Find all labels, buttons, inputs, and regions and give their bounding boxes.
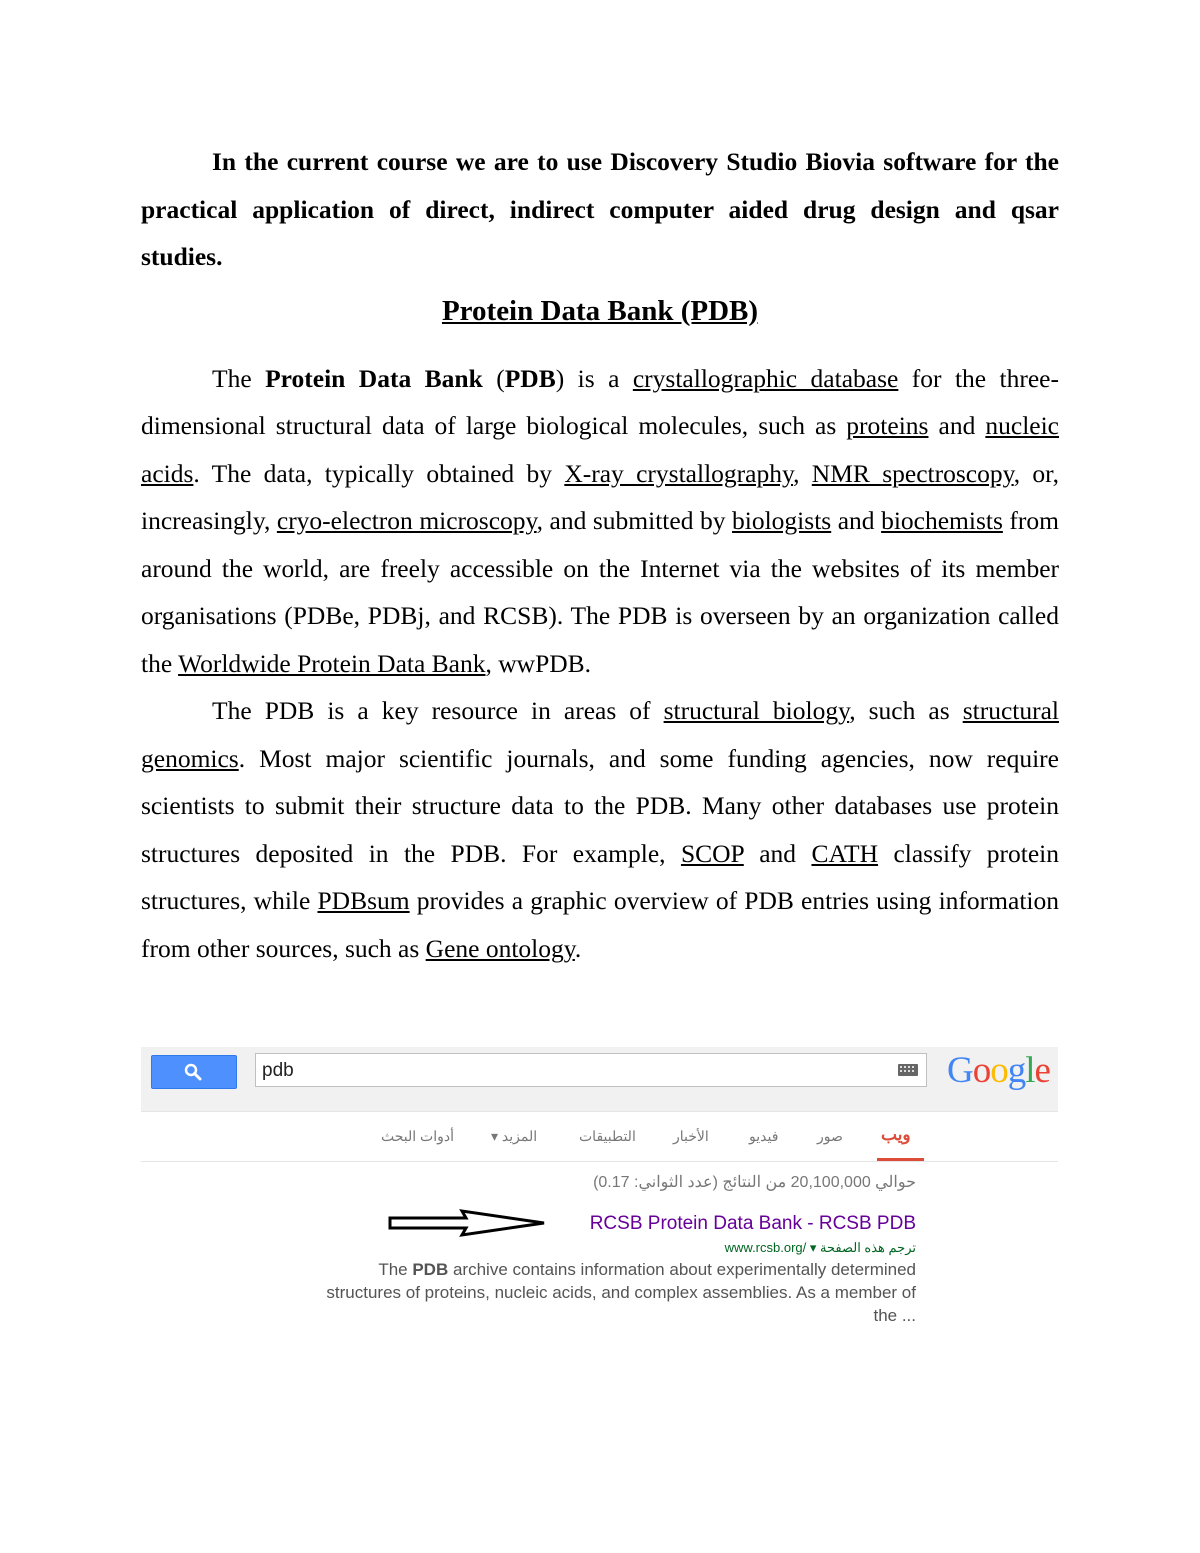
link-x-ray-crystallography[interactable]: X-ray crystallography (564, 458, 794, 488)
search-bar (141, 1047, 1058, 1112)
search-tabs (141, 1111, 1058, 1162)
tab-videos[interactable]: فيديو (749, 1128, 779, 1144)
paragraph-pdb-resource: The PDB is a key resource in areas of structural biology, such as structural genomics. Most major scientific journals, and some funding agencies, now require scientists to submit their structure data to the PDB. Many other databases use protein structures deposited in the PDB. For example, SCOP and CATH classify protein structures, while PDBsum provides a graphic overview of PDB entries using information from other sources, such as Gene ontology. (141, 696, 1060, 963)
link-proteins[interactable]: proteins (846, 411, 929, 440)
section-heading: Protein Data Bank (PDB) (441, 294, 759, 327)
google-search-screenshot (141, 1047, 1058, 1337)
result-title-link[interactable]: RCSB Protein Data Bank - RCSB PDB (589, 1213, 916, 1234)
search-input[interactable] (255, 1053, 927, 1087)
link-worldwide-protein-data-bank[interactable]: Worldwide Protein Data Bank (178, 648, 486, 678)
search-button[interactable] (151, 1055, 237, 1089)
link-nmr-spectroscopy[interactable]: NMR spectroscopy (811, 458, 1014, 488)
tab-search-tools[interactable]: أدوات البحث (381, 1128, 455, 1144)
link-pdbsum[interactable]: PDBsum (317, 886, 410, 915)
intro-paragraph: In the current course we are to use Discovery Studio Biovia software for the practical application of direct, indirect computer aided drug design and qsar studies. (141, 147, 1059, 271)
link-structural-biology[interactable]: structural biology (663, 696, 850, 725)
search-query: pdb (262, 1060, 294, 1081)
tab-more[interactable]: المزيد ▾ (491, 1128, 538, 1144)
search-icon (184, 1063, 202, 1081)
link-biologists[interactable]: biologists (732, 506, 832, 535)
link-crystallographic-database[interactable]: crystallographic database (632, 363, 899, 393)
paragraph-pdb-definition: The Protein Data Bank (PDB) is a crystallographic database for the three-dimensional structural data of large biological molecules, such as proteins and nucleic acids. The data, typically obtained by X-ray crystallography, NMR spectroscopy, or, increasingly, cryo-electron microscopy, and submitted by biologists and biochemists from around the world, are freely accessible on the Internet via the websites of its member organisations (PDBe, PDBj, and RCSB). The PDB is overseen by an organization called the Worldwide Protein Data Bank, wwPDB. (141, 363, 1059, 678)
link-biochemists[interactable]: biochemists (881, 506, 1003, 535)
tab-images[interactable]: صور (817, 1128, 843, 1144)
tab-news[interactable]: الأخبار (673, 1128, 709, 1144)
tab-apps[interactable]: التطبيقات (579, 1128, 636, 1144)
google-logo[interactable]: Google (947, 1050, 1050, 1091)
result-url[interactable]: www.rcsb.org/ ▾ ترجم هذه الصفحة (724, 1240, 916, 1255)
keyboard-icon[interactable] (898, 1064, 918, 1076)
link-gene-ontology[interactable]: Gene ontology (425, 933, 575, 963)
result-stats: حوالي 20,100,000 من النتائج (عدد الثواني: 0.17) (593, 1174, 916, 1191)
link-structural-genomics[interactable]: structural genomics (141, 696, 1060, 773)
link-cath[interactable]: CATH (811, 838, 879, 868)
link-scop[interactable]: SCOP (680, 838, 744, 868)
tab-web[interactable]: ويب (881, 1125, 911, 1144)
active-tab-indicator (877, 1158, 924, 1161)
arrow-icon (388, 1209, 548, 1237)
document-page (141, 138, 1059, 972)
result-snippet: The PDB archive contains information about experimentally determined structures of proteins, nucleic acids, and complex assemblies. As a member of the ... (326, 1260, 916, 1325)
link-cryo-electron-microscopy[interactable]: cryo-electron microscopy (276, 506, 537, 535)
link-nucleic-acids[interactable]: nucleic acids (141, 411, 1059, 488)
